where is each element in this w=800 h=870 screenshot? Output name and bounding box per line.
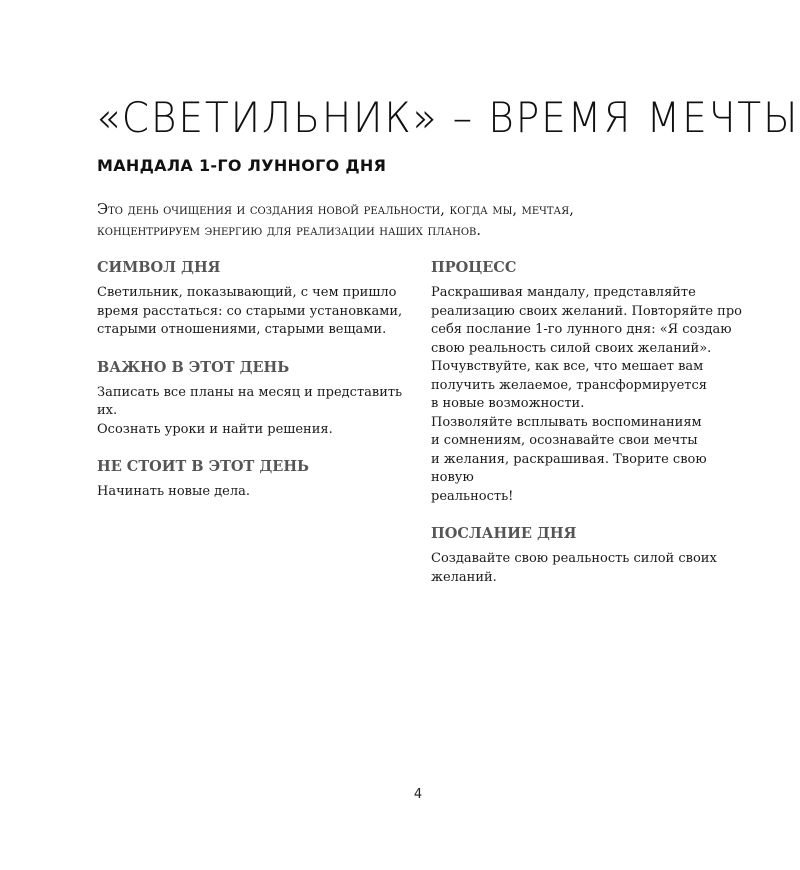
right-column: [431, 258, 743, 605]
section-process: [431, 258, 743, 506]
section-text: Светильник, показывающий, с чем пришло время расстаться: со старыми установками, старыми отношениями, старыми вещами.: [97, 285, 403, 337]
page-title: «СВЕТИЛЬНИК» – ВРЕМЯ МЕЧТЫ: [96, 93, 800, 142]
section-important: [97, 358, 409, 440]
section-heading: СИМВОЛ ДНЯ: [97, 259, 221, 276]
section-heading: НЕ СТОИТ В ЭТОТ ДЕНЬ: [97, 458, 310, 475]
section-heading: ПРОЦЕСС: [431, 259, 517, 276]
section-text: Раскрашивая мандалу, представляйте реализацию своих желаний. Повторяйте про себя послание 1-го лунного дня: «Я создаю свою реальность силой своих желаний». Почувствуйте, как все, что мешает вам получить желаемое, трансформируется в новые возможности. Позволяйте всплывать воспоминаниям и сомнениям, осознавайте свои мечты и желания, раскрашивая. Творите свою новую реальность!: [431, 285, 742, 504]
intro-paragraph: Это день очищения и создания новой реальности, когда мы, мечтая, концентрируем энергию для реализации наших планов.: [97, 202, 574, 239]
left-column: [97, 258, 409, 520]
section-message: [431, 524, 743, 587]
section-text: Создавайте свою реальность силой своих желаний.: [431, 551, 717, 585]
section-heading: ВАЖНО В ЭТОТ ДЕНЬ: [97, 358, 290, 376]
page-subtitle: МАНДАЛА 1-ГО ЛУННОГО ДНЯ: [97, 156, 387, 175]
page-number: 4: [413, 787, 423, 802]
section-heading: ПОСЛАНИЕ ДНЯ: [431, 525, 577, 542]
section-avoid: [97, 457, 409, 502]
section-symbol: [97, 258, 409, 340]
section-text: Записать все планы на месяц и представить их. Осознать уроки и найти решения.: [97, 384, 403, 437]
section-text: Начинать новые дела.: [97, 484, 250, 499]
